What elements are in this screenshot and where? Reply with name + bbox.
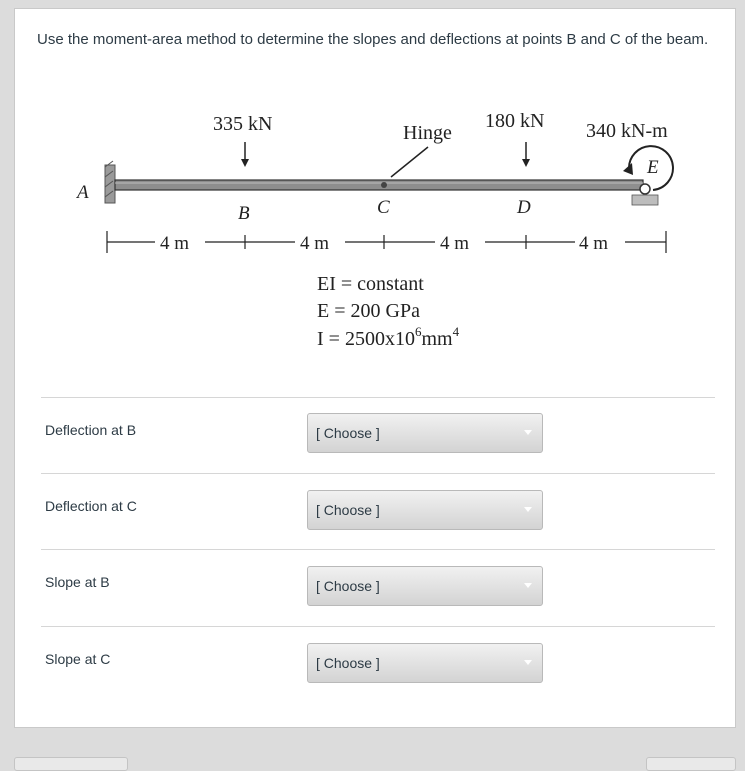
hinge-pointer — [391, 147, 428, 177]
row-label-slope-b: Slope at B — [45, 574, 110, 590]
dropdown-deflection-c[interactable] — [307, 490, 543, 530]
separator — [41, 626, 715, 627]
point-label-d: D — [517, 197, 531, 218]
span-label-1: 4 m — [160, 233, 190, 254]
hinge-label: Hinge — [403, 122, 452, 144]
fixed-support-a — [105, 165, 115, 203]
row-label-slope-c: Slope at C — [45, 651, 111, 667]
dropdown-value: [ Choose ] — [316, 425, 380, 441]
ei-constant-text: EI = constant — [317, 273, 424, 295]
dropdown-slope-b[interactable] — [307, 566, 543, 606]
next-button[interactable] — [646, 757, 736, 771]
roller-e — [640, 184, 650, 194]
question-text: Use the moment-area method to determine the slopes and deflections at points B and C of the beam. — [37, 31, 709, 48]
span-label-3: 4 m — [440, 233, 470, 254]
chevron-down-icon — [524, 583, 532, 588]
load-arrow-d — [522, 159, 530, 167]
point-label-c: C — [377, 197, 390, 218]
span-label-2: 4 m — [300, 233, 330, 254]
beam-figure — [55, 97, 695, 397]
separator — [41, 473, 715, 474]
separator — [41, 397, 715, 398]
i-value-text: $I = 2500x10^6mm^4$ — [317, 324, 460, 350]
load-label-b: 335 kN — [213, 113, 273, 135]
point-label-e: E — [647, 157, 659, 178]
chevron-down-icon — [524, 660, 532, 665]
point-label-b: B — [238, 203, 250, 224]
load-label-d: 180 kN — [485, 110, 545, 132]
chevron-down-icon — [524, 430, 532, 435]
hinge-symbol — [381, 182, 387, 188]
beam — [115, 180, 643, 190]
dropdown-deflection-b[interactable] — [307, 413, 543, 453]
question-card — [14, 8, 736, 728]
load-arrow-b — [241, 159, 249, 167]
chevron-down-icon — [524, 507, 532, 512]
e-value-text: E = 200 GPa — [317, 300, 420, 322]
row-label-deflection-b: Deflection at B — [45, 422, 137, 438]
moment-label-e: 340 kN-m — [586, 120, 668, 142]
dropdown-value: [ Choose ] — [316, 502, 380, 518]
row-label-deflection-c: Deflection at C — [45, 498, 137, 514]
dropdown-value: [ Choose ] — [316, 655, 380, 671]
roller-base — [632, 195, 658, 205]
separator — [41, 549, 715, 550]
dropdown-slope-c[interactable] — [307, 643, 543, 683]
span-label-4: 4 m — [579, 233, 609, 254]
dropdown-value: [ Choose ] — [316, 578, 380, 594]
previous-button[interactable] — [14, 757, 128, 771]
point-label-a: A — [77, 182, 89, 203]
